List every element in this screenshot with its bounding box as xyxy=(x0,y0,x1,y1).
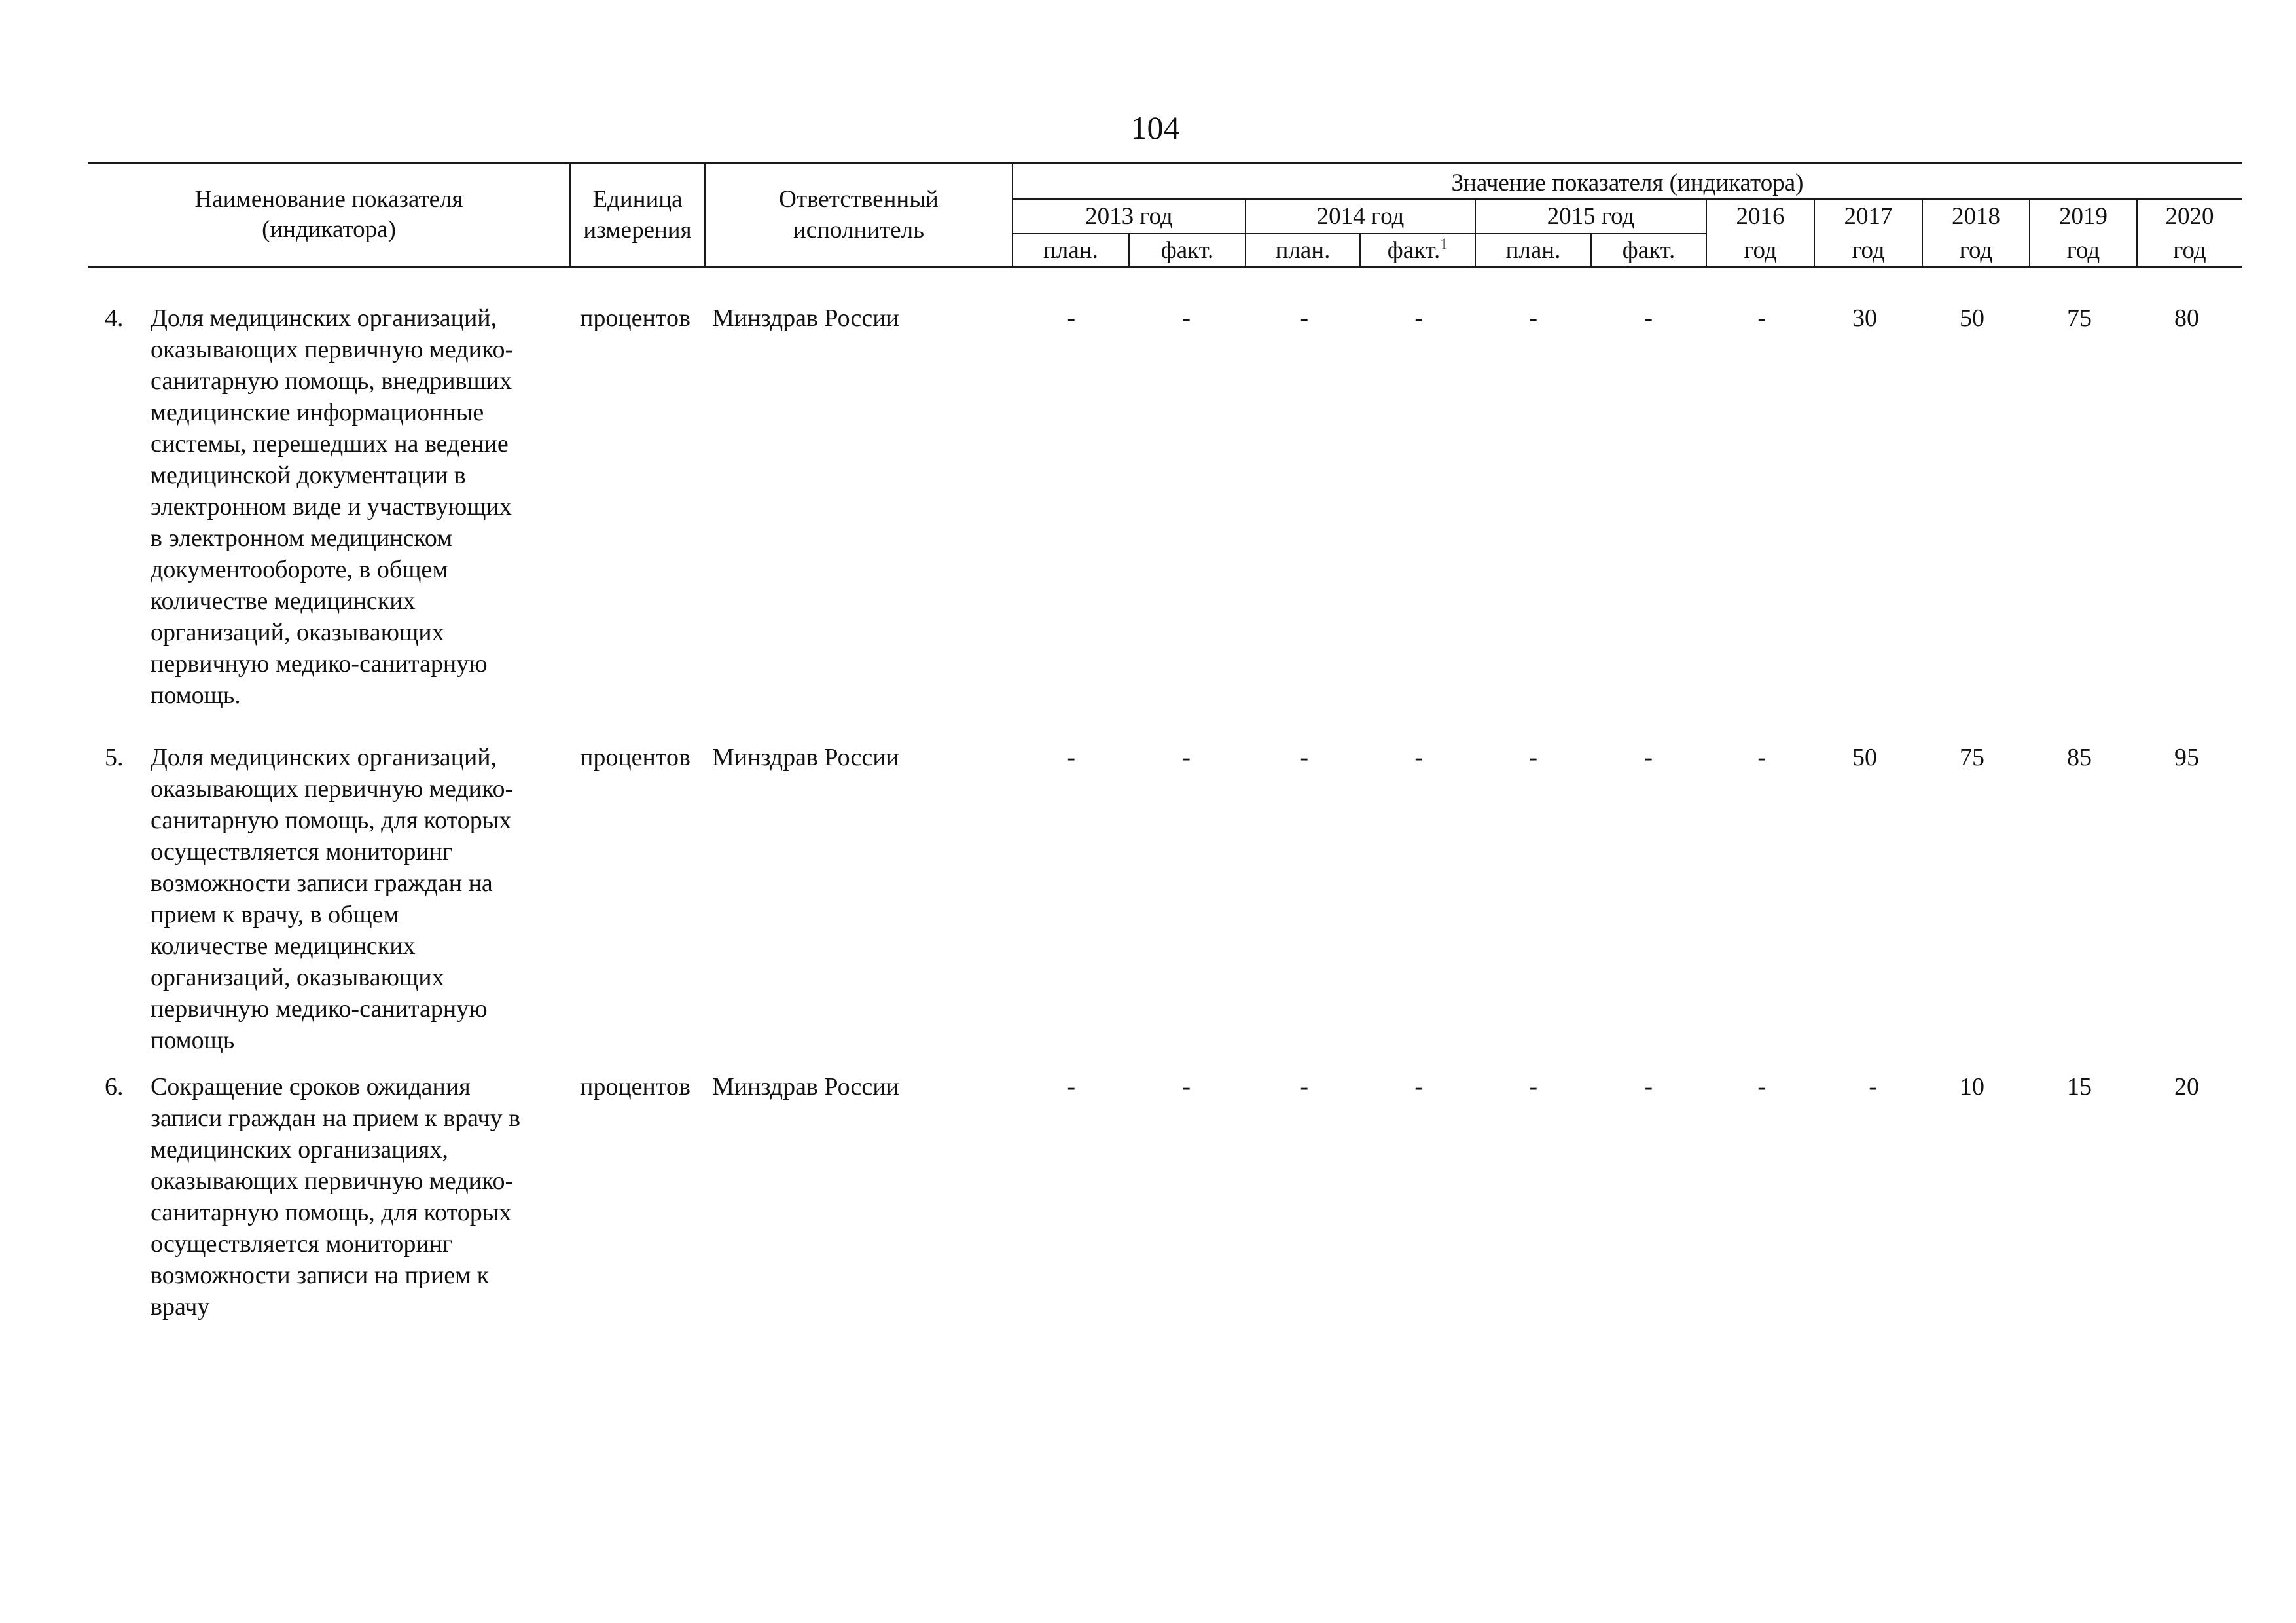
unit-cell: процентов xyxy=(580,304,691,332)
header-god-2018: год xyxy=(1959,237,1993,264)
value-2013-plan: - xyxy=(1067,1073,1075,1101)
row-number: 4. xyxy=(105,304,124,332)
value-2017: - xyxy=(1869,1073,1877,1101)
row-number: 5. xyxy=(105,744,124,771)
header-fact-2014 xyxy=(1361,236,1475,265)
value-2020: 80 xyxy=(2174,304,2199,332)
value-2018: 75 xyxy=(1960,744,1984,771)
header-bottom-rule xyxy=(88,266,2242,268)
header-top-rule xyxy=(88,162,2242,164)
value-2015-fact: - xyxy=(1644,1073,1653,1101)
header-rule-group xyxy=(1013,198,2242,200)
executor-cell: Минздрав России xyxy=(712,1073,899,1101)
header-year-2020: 2020 xyxy=(2165,203,2214,230)
header-year-2018: 2018 xyxy=(1952,203,2000,230)
unit-cell: процентов xyxy=(580,744,691,771)
value-2014-fact: - xyxy=(1414,744,1423,771)
value-2013-fact: - xyxy=(1182,1073,1191,1101)
header-fact-2015: факт. xyxy=(1622,237,1676,264)
header-year-2013: 2013 год xyxy=(1085,203,1173,230)
header-year-2015: 2015 год xyxy=(1547,203,1635,230)
value-2013-plan: - xyxy=(1067,304,1075,332)
value-2014-plan: - xyxy=(1300,1073,1308,1101)
header-unit-line1: Единица xyxy=(592,186,683,213)
page-number: 104 xyxy=(1130,109,1180,146)
value-2019: 15 xyxy=(2067,1073,2092,1101)
value-2015-plan: - xyxy=(1529,1073,1537,1101)
value-2016: - xyxy=(1757,744,1766,771)
value-2020: 20 xyxy=(2174,1073,2199,1101)
indicator-name: Доля медицинских организаций, оказывающих первичную медико- санитарную помощь, внедривших медицинские информационные системы, перешедших на ведение медицинской документации в электронном виде и участвующих в электронном медицинском документообороте, в общем количестве медицинских организаций, оказывающих первичную медико-санитарную помощь. xyxy=(151,304,514,709)
value-2020: 95 xyxy=(2174,744,2199,771)
header-god-2016: год xyxy=(1744,237,1777,264)
value-2014-plan: - xyxy=(1300,304,1308,332)
header-plan-2013: план. xyxy=(1043,237,1098,264)
value-2016: - xyxy=(1757,304,1766,332)
value-2014-fact: - xyxy=(1414,1073,1423,1101)
value-2015-fact: - xyxy=(1644,744,1653,771)
row-number: 6. xyxy=(105,1073,124,1101)
value-2018: 10 xyxy=(1960,1073,1984,1101)
header-god-2017: год xyxy=(1852,237,1885,264)
header-god-2020: год xyxy=(2173,237,2206,264)
header-year-2017: 2017 xyxy=(1844,203,1893,230)
header-fact-2013: факт. xyxy=(1160,237,1214,264)
executor-cell: Минздрав России xyxy=(712,304,899,332)
value-2018: 50 xyxy=(1960,304,1984,332)
value-2017: 30 xyxy=(1852,304,1877,332)
value-2015-plan: - xyxy=(1529,744,1537,771)
header-god-2019: год xyxy=(2066,237,2100,264)
value-2013-fact: - xyxy=(1182,744,1191,771)
value-2019: 75 xyxy=(2067,304,2092,332)
executor-cell: Минздрав России xyxy=(712,744,899,771)
header-plan-2014: план. xyxy=(1275,237,1331,264)
indicator-name: Сокращение сроков ожидания записи граждан на прием к врачу в медицинских организациях, оказывающих первичную медико- санитарную помощь, для которых осуществляется мониторинг возможности записи на прием к врачу xyxy=(151,1073,521,1321)
footnote-mark: 1 xyxy=(1440,236,1448,253)
header-year-2014: 2014 год xyxy=(1316,203,1405,230)
value-2015-fact: - xyxy=(1644,304,1653,332)
header-unit-line2: измерения xyxy=(583,217,692,244)
value-2015-plan: - xyxy=(1529,304,1537,332)
value-2013-plan: - xyxy=(1067,744,1075,771)
value-2013-fact: - xyxy=(1182,304,1191,332)
header-fact-2014-label: факт. xyxy=(1387,237,1441,264)
value-2014-plan: - xyxy=(1300,744,1308,771)
header-indicator-name: Наименование показателя (индикатора) xyxy=(194,186,463,243)
unit-cell: процентов xyxy=(580,1073,691,1101)
value-2016: - xyxy=(1757,1073,1766,1101)
header-executor-line2: исполнитель xyxy=(793,217,925,244)
value-2014-fact: - xyxy=(1414,304,1423,332)
header-year-2016: 2016 xyxy=(1736,203,1785,230)
value-2017: 50 xyxy=(1852,744,1877,771)
indicator-name: Доля медицинских организаций, оказывающих первичную медико- санитарную помощь, для которых осуществляется мониторинг возможности записи граждан на прием к врачу, в общем количестве медицинских организаций, оказывающих первичную медико-санитарную помощь xyxy=(151,744,514,1054)
header-plan-2015: план. xyxy=(1505,237,1561,264)
header-year-2019: 2019 xyxy=(2059,203,2108,230)
value-2019: 85 xyxy=(2067,744,2092,771)
header-executor-line1: Ответственный xyxy=(779,186,939,213)
header-values-group: Значение показателя (индикатора) xyxy=(1451,170,1804,196)
